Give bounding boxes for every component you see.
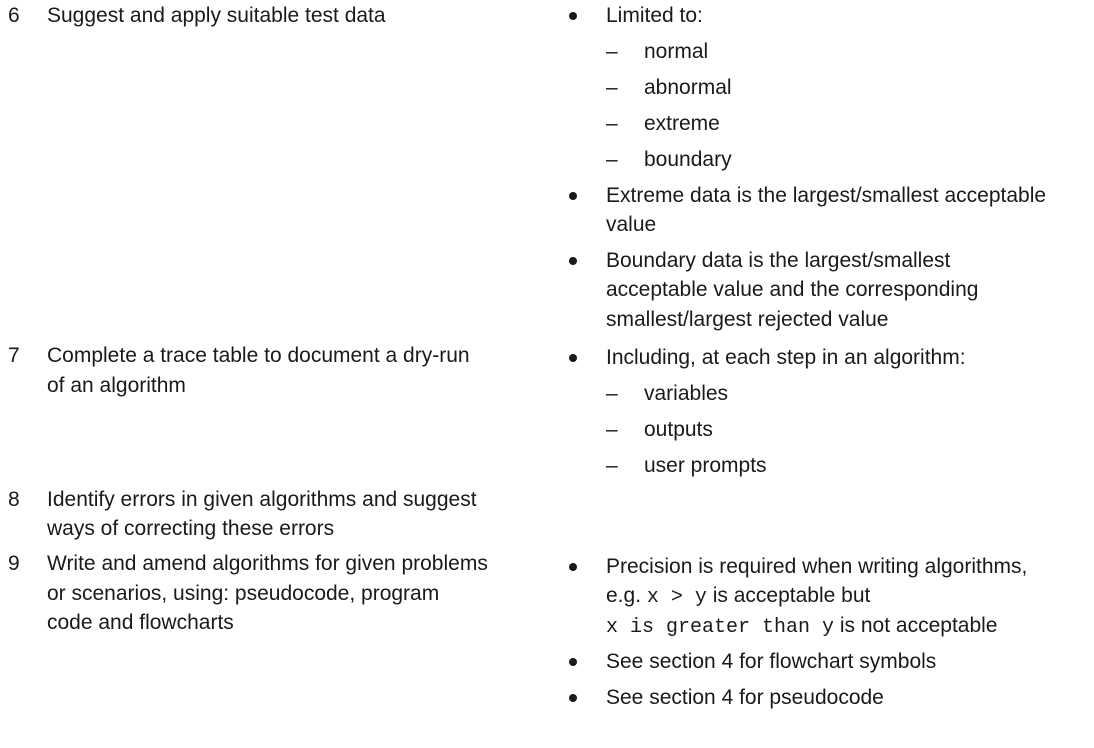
row-6-note-1: Limited to: [606,4,703,27]
row-7-sub-2: outputs [644,418,713,441]
row-9-objective-line-2: or scenarios, using: pseudocode, program [47,582,440,605]
dash-icon: – [606,382,618,405]
row-6-note-3-line-2: acceptable value and the corresponding [606,278,979,301]
row-9-note-3: See section 4 for pseudocode [606,686,884,709]
row-6-note-2-line-2: value [606,213,657,236]
row-7-objective-line-2: of an algorithm [47,374,186,397]
row-6-sub-2: abnormal [644,76,732,99]
row-6-note-3-line-1: Boundary data is the largest/smallest [606,249,951,272]
bullet-icon [567,647,579,677]
row-6-objective-line-1: Suggest and apply suitable test data [47,4,386,27]
row-6-sub-3: extreme [644,112,720,135]
row-7-sub-3: user prompts [644,454,767,477]
row-8-objective-line-2: ways of correcting these errors [47,517,335,540]
dash-icon: – [606,40,618,63]
row-9-note-1-line-1: Precision is required when writing algorithms, [606,555,1028,578]
dash-icon: – [606,112,618,135]
row-6-number: 6 [8,4,20,27]
row-6-note-3-line-3: smallest/largest rejected value [606,308,889,331]
bullet-icon [567,343,579,373]
eg-prefix: e.g. [606,584,647,607]
row-9-note-2: See section 4 for flowchart symbols [606,650,937,673]
row-9-number: 9 [8,552,20,575]
code-example-not-acceptable: x is greater than y [606,616,835,639]
row-9-note-1-line-2 [606,581,870,613]
dash-icon: – [606,148,618,171]
bullet-icon [567,181,579,211]
bullet-icon [567,683,579,713]
row-9-objective-line-1: Write and amend algorithms for given problems [47,552,488,575]
row-7-sub-1: variables [644,382,729,405]
row-6-note-2-line-1: Extreme data is the largest/smallest acceptable [606,184,1047,207]
row-6-sub-1: normal [644,40,709,63]
dash-icon: – [606,76,618,99]
acceptable-text: is acceptable but [706,584,871,607]
row-7-number: 7 [8,344,20,367]
dash-icon: – [606,454,618,477]
not-acceptable-text: is not acceptable [834,614,998,637]
row-9-note-1-line-3 [606,611,997,643]
bullet-icon [567,246,579,276]
code-example-acceptable: x > y [646,586,707,609]
dash-icon: – [606,418,618,441]
bullet-icon [567,552,579,582]
row-7-note-1: Including, at each step in an algorithm: [606,346,966,369]
bullet-icon [567,1,579,31]
row-9-objective-line-3: code and flowcharts [47,611,234,634]
row-6-sub-4: boundary [644,148,732,171]
row-8-objective-line-1: Identify errors in given algorithms and suggest [47,488,477,511]
row-7-objective-line-1: Complete a trace table to document a dry-run [47,344,470,367]
row-8-number: 8 [8,488,20,511]
